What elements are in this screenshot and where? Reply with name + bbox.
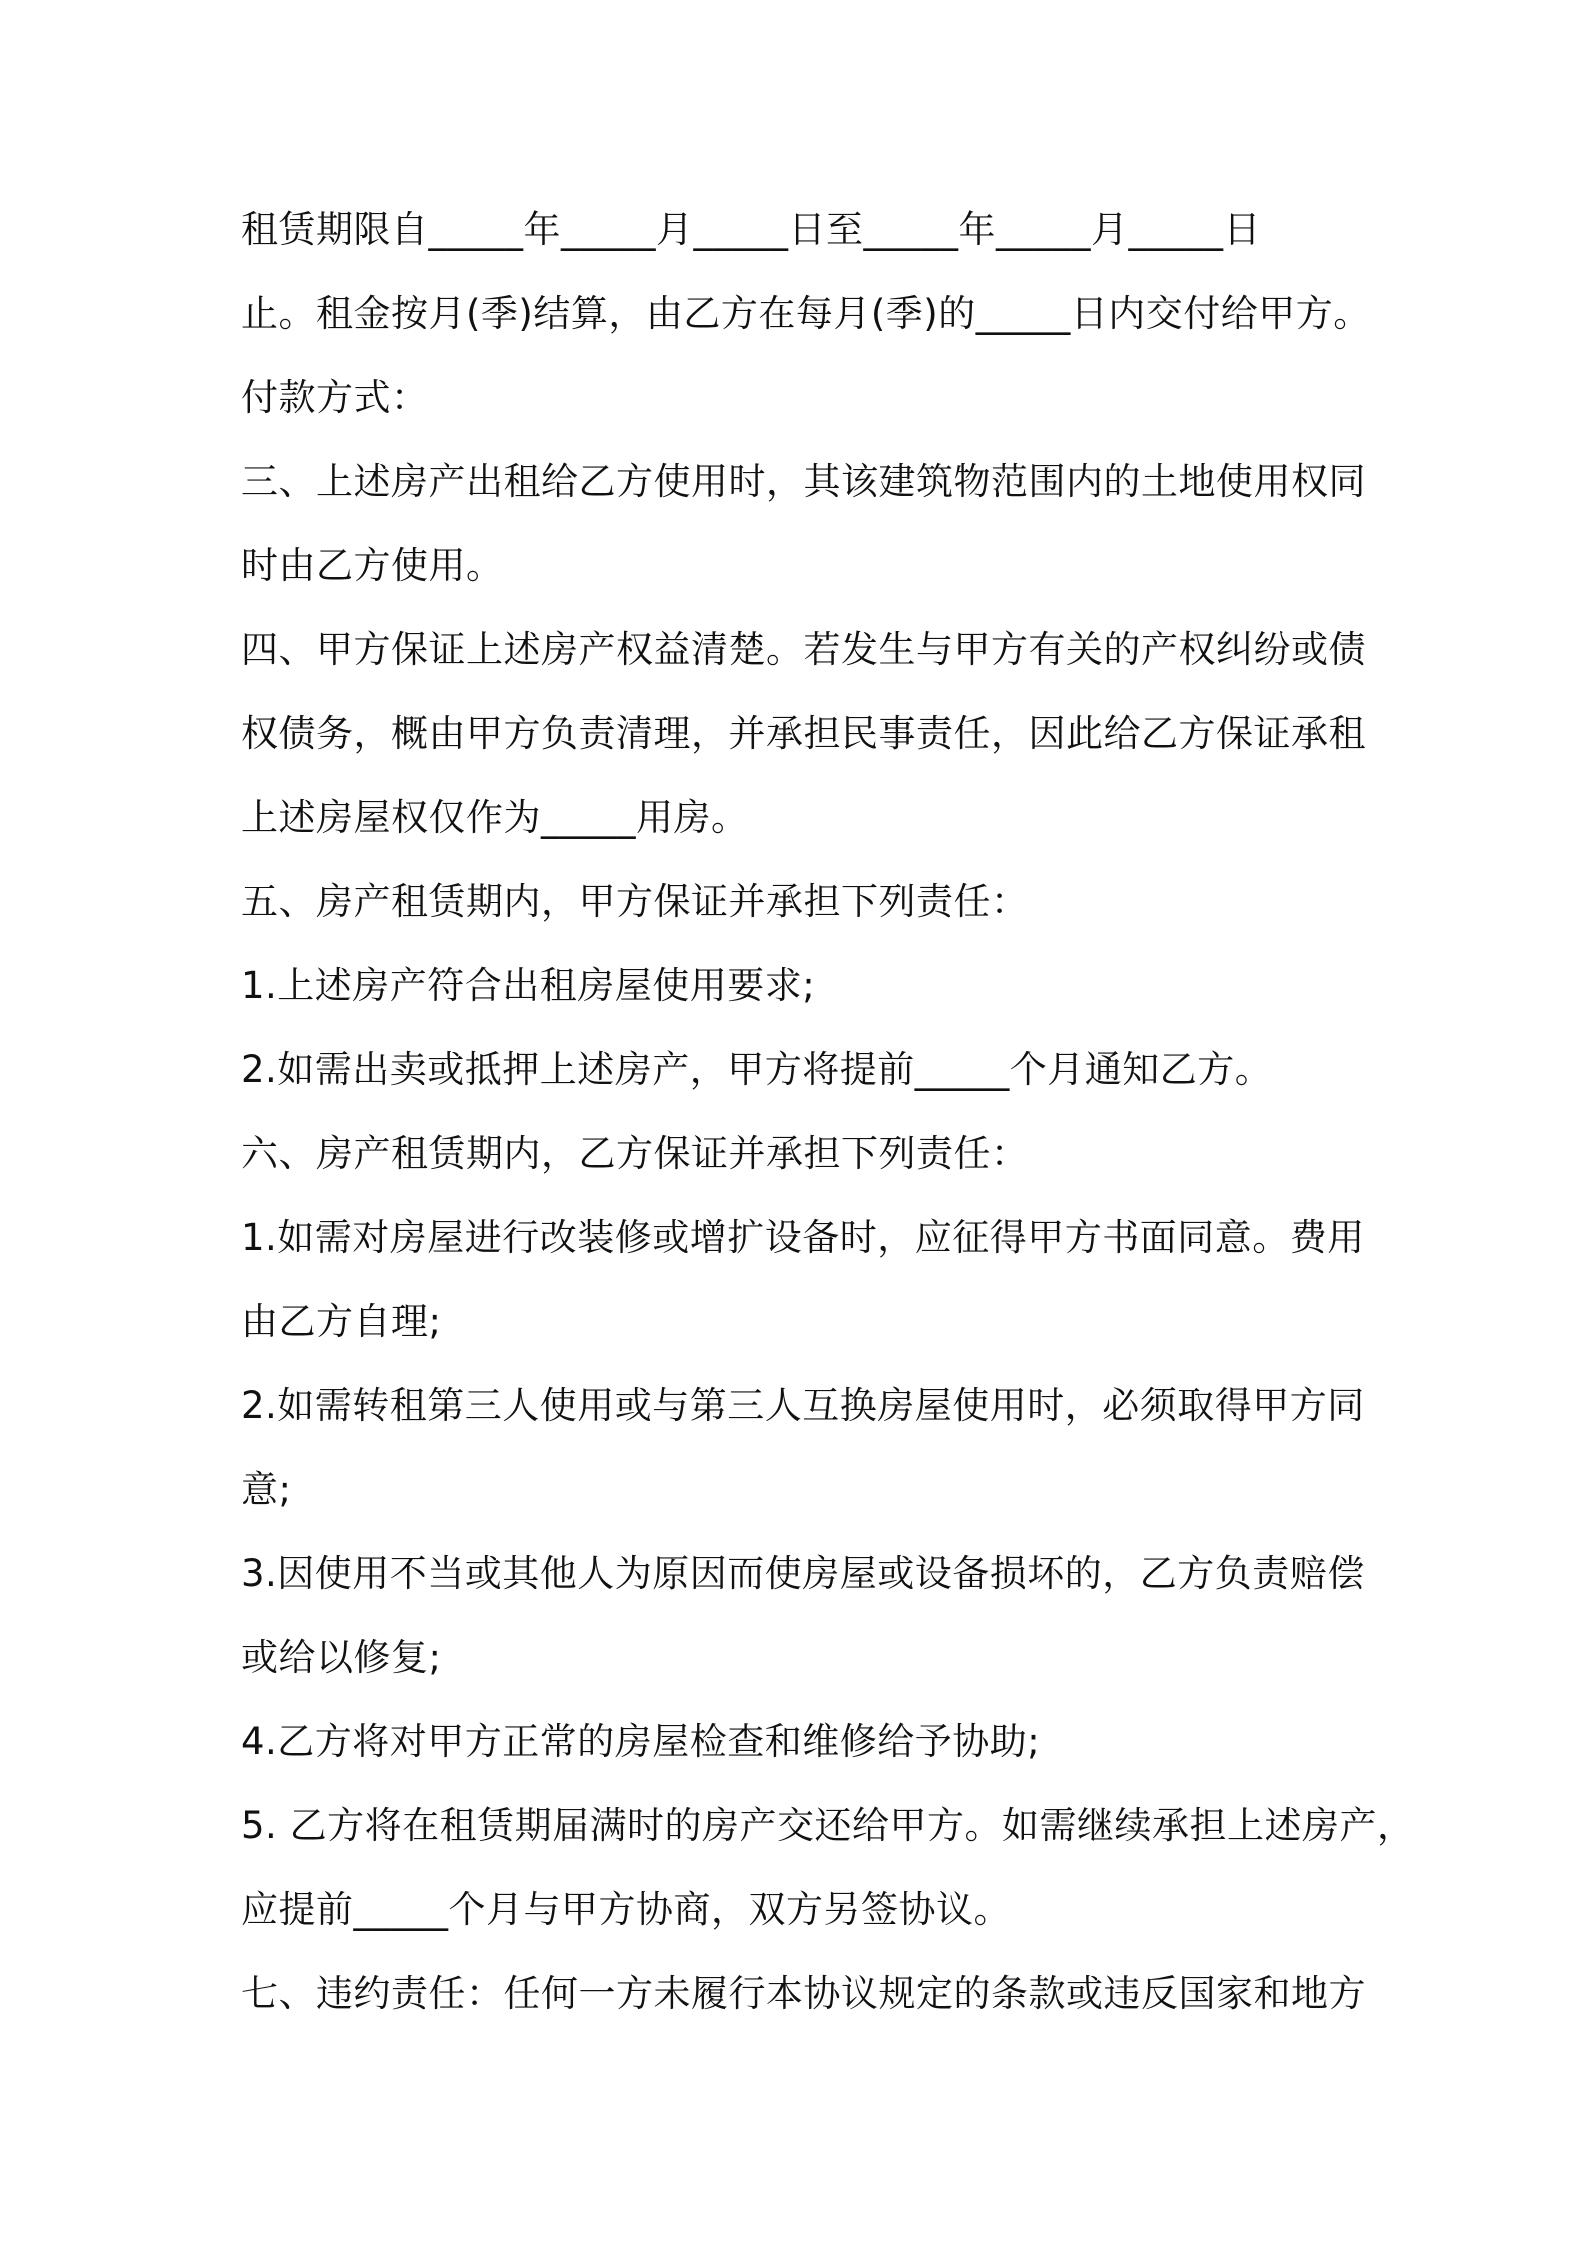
text-line-20: 5. 乙方将在租赁期届满时的房产交还给甲方。如需继续承担上述房产， xyxy=(241,1804,1415,1847)
text-line-2: 止。租金按月(季)结算，由乙方在每月(季)的_____日内交付给甲方。 xyxy=(241,292,1371,335)
text-line-8: 上述房屋权仅作为_____用房。 xyxy=(241,796,749,839)
text-line-13: 1.如需对房屋进行改装修或增扩设备时，应征得甲方书面同意。费用 xyxy=(241,1216,1365,1259)
text-line-22: 七、违约责任：任何一方未履行本协议规定的条款或违反国家和地方 xyxy=(241,1972,1366,2015)
text-line-7: 权债务，概由甲方负责清理，并承担民事责任，因此给乙方保证承租 xyxy=(241,712,1366,755)
text-line-6: 四、甲方保证上述房产权益清楚。若发生与甲方有关的产权纠纷或债 xyxy=(241,628,1366,671)
text-line-18: 或给以修复; xyxy=(241,1636,442,1679)
text-line-3: 付款方式： xyxy=(241,376,429,419)
text-line-10: 1.上述房产符合出租房屋使用要求; xyxy=(241,964,816,1007)
text-line-14: 由乙方自理; xyxy=(241,1300,442,1343)
text-line-16: 意; xyxy=(241,1468,292,1511)
text-line-15: 2.如需转租第三人使用或与第三人互换房屋使用时，必须取得甲方同 xyxy=(241,1384,1365,1427)
text-line-21: 应提前_____个月与甲方协商，双方另签协议。 xyxy=(241,1888,1011,1931)
document-body xyxy=(241,188,1415,2036)
text-line-17: 3.因使用不当或其他人为原因而使房屋或设备损坏的，乙方负责赔偿 xyxy=(241,1552,1365,1595)
text-line-19: 4.乙方将对甲方正常的房屋检查和维修给予协助; xyxy=(241,1720,1041,1763)
text-line-12: 六、房产租赁期内，乙方保证并承担下列责任： xyxy=(241,1132,1029,1175)
text-line-1: 租赁期限自_____年_____月_____日至_____年_____月_____日 xyxy=(241,208,1261,251)
text-line-9: 五、房产租赁期内，甲方保证并承担下列责任： xyxy=(241,880,1029,923)
text-line-4: 三、上述房产出租给乙方使用时，其该建筑物范围内的土地使用权同 xyxy=(241,460,1366,503)
text-line-5: 时由乙方使用。 xyxy=(241,544,504,587)
text-line-11: 2.如需出卖或抵押上述房产，甲方将提前_____个月通知乙方。 xyxy=(241,1048,1273,1091)
